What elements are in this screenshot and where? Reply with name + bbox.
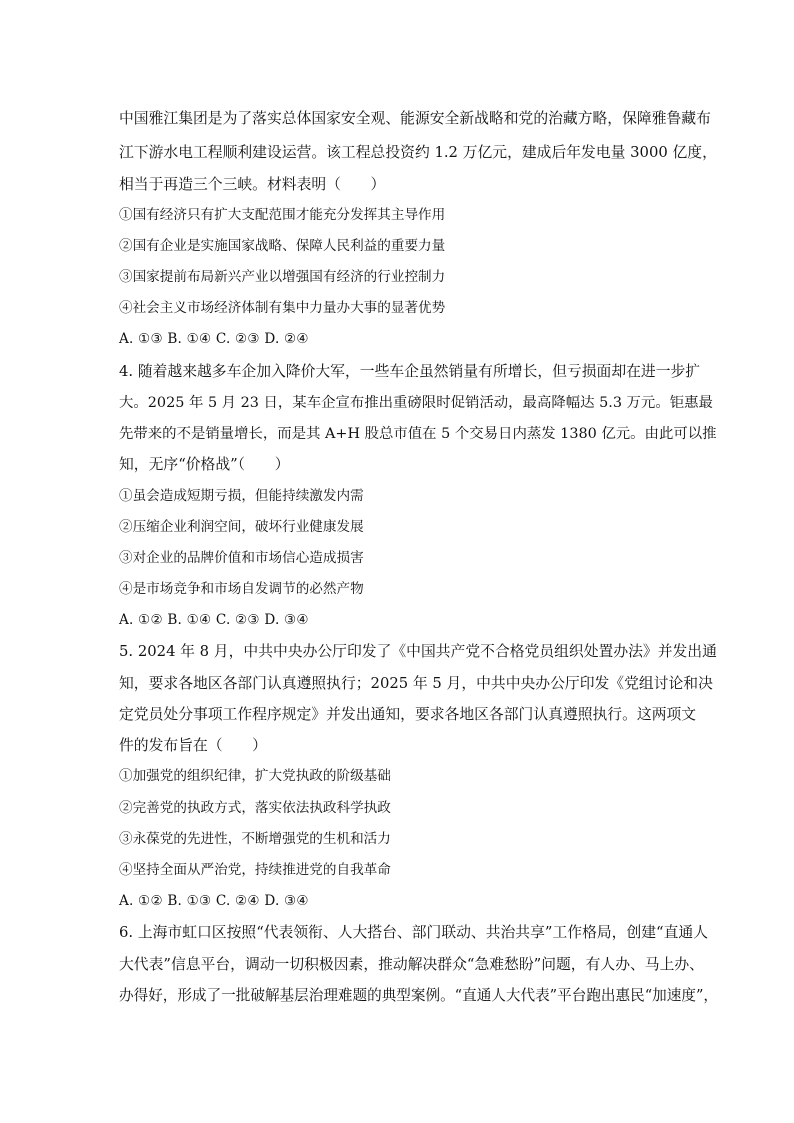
q4-stem-line-1: 4. 随着越来越多车企加入降价大军，一些车企虽然销量有所增长，但亏损面却在进一步扩 — [119, 363, 701, 380]
q5-option-2: ②完善党的执政方式，落实依法执政科学执政 — [119, 800, 391, 816]
q4-stem-line-2: 大。2025 年 5 月 23 日，某车企宣布推出重磅限时促销活动，最高降幅达 5.3 万元。钜惠最 — [119, 395, 713, 411]
q4-option-2: ②压缩企业利润空间，破坏行业健康发展 — [119, 519, 364, 535]
q4-answer-choices: A. ①② B. ①④ C. ②③ D. ③④ — [119, 612, 309, 628]
q5-option-1: ①加强党的组织纪律，扩大党执政的阶级基础 — [119, 768, 391, 784]
q3-answer-choices: A. ①③ B. ①④ C. ②③ D. ②④ — [119, 331, 309, 347]
q5-stem-line-2: 知，要求各地区各部门认真遵照执行；2025 年 5 月，中共中央办公厅印发《党组讨论和决 — [119, 675, 713, 692]
q4-option-1: ①虽会造成短期亏损，但能持续激发内需 — [119, 488, 364, 504]
q5-stem-line-1: 5. 2024 年 8 月，中共中央办公厅印发了《中国共产党不合格党员组织处置办法》并发出通 — [119, 643, 717, 660]
q6-stem-line-3: 办得好，形成了一批破解基层治理难题的典型案例。“直通人大代表”平台跑出惠民“加速度”， — [119, 987, 719, 1004]
q4-stem-line-4: 知，无序“价格战”（ ） — [119, 456, 290, 473]
q3-stem-line-3: 相当于再造三个三峡。材料表明（ ） — [119, 176, 386, 193]
q5-option-3: ③永葆党的先进性，不断增强党的生机和活力 — [119, 831, 391, 847]
q5-stem-line-4: 件的发布旨在（ ） — [119, 737, 267, 754]
q6-stem-line-2: 大代表”信息平台，调动一切积极因素，推动解决群众“急难愁盼”问题，有人办、马上办、 — [119, 956, 704, 973]
q5-answer-choices: A. ①② B. ①③ C. ②④ D. ③④ — [119, 893, 309, 909]
q6-stem-line-1: 6. 上海市虹口区按照“代表领衔、人大搭台、部门联动、共治共享”工作格局，创建“直通人 — [119, 924, 709, 941]
q3-option-1: ①国有经济只有扩大支配范围才能充分发挥其主导作用 — [119, 207, 446, 223]
q4-option-3: ③对企业的品牌价值和市场信心造成损害 — [119, 550, 364, 566]
q3-option-2: ②国有企业是实施国家战略、保障人民利益的重要力量 — [119, 238, 446, 254]
q4-stem-line-3: 先带来的不是销量增长，而是其 A+H 股总市值在 5 个交易日内蒸发 1380 亿元。由此可以推 — [119, 426, 717, 442]
q3-option-3: ③国家提前布局新兴产业以增强国有经济的行业控制力 — [119, 269, 446, 285]
q5-option-4: ④坚持全面从严治党，持续推进党的自我革命 — [119, 862, 391, 878]
q5-stem-line-3: 定党员处分事项工作程序规定》并发出通知，要求各地区各部门认真遵照执行。这两项文 — [119, 706, 697, 723]
q3-stem-line-1: 中国雅江集团是为了落实总体国家安全观、能源安全新战略和党的治藏方略，保障雅鲁藏布 — [119, 110, 711, 127]
q3-option-4: ④社会主义市场经济体制有集中力量办大事的显著优势 — [119, 300, 446, 316]
q3-stem-line-2: 江下游水电工程顺利建设运营。该工程总投资约 1.2 万亿元，建成后年发电量 3000 亿度， — [119, 144, 717, 161]
q4-option-4: ④是市场竞争和市场自发调节的必然产物 — [119, 581, 364, 597]
